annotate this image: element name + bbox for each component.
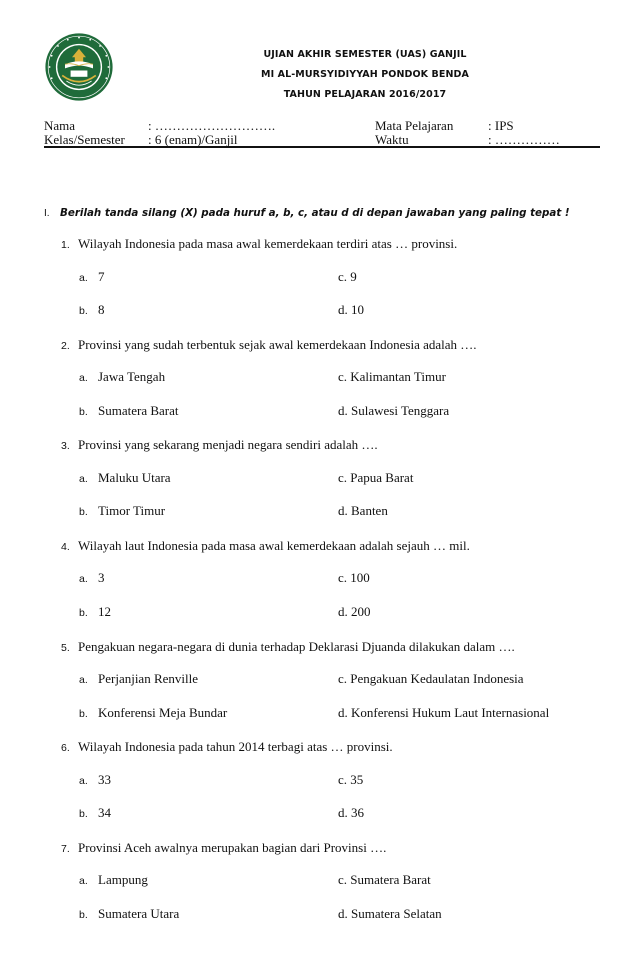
- option-text: 3: [98, 570, 105, 585]
- option-b: [79, 302, 105, 318]
- question: [61, 436, 378, 454]
- option-a: [79, 470, 171, 486]
- question-number: 4.: [61, 541, 70, 553]
- option-text: Sumatera Utara: [98, 906, 180, 921]
- option-b: [79, 403, 179, 419]
- option-a: [79, 269, 105, 285]
- question-number: 5.: [61, 642, 70, 654]
- option-a: [79, 872, 148, 888]
- option-text: Timor Timur: [98, 503, 166, 518]
- option-letter: a.: [79, 875, 88, 887]
- question-number: 3.: [61, 440, 70, 452]
- school-emblem-icon: [44, 32, 114, 102]
- option-letter: a.: [79, 573, 88, 585]
- option-c: c. 100: [338, 570, 370, 585]
- question: [61, 537, 470, 555]
- option-b: [79, 906, 179, 922]
- option-text: Lampung: [98, 872, 148, 887]
- option-text: Maluku Utara: [98, 470, 171, 485]
- option-b: [79, 604, 111, 620]
- question-text: Provinsi yang sekarang menjadi negara sendiri adalah ….: [78, 437, 378, 452]
- option-c: c. 35: [338, 772, 364, 787]
- header-divider: [44, 146, 600, 148]
- option-text: Perjanjian Renville: [98, 671, 199, 686]
- section-instruction: [44, 203, 604, 221]
- option-text: 8: [98, 302, 105, 317]
- option-d: d. Banten: [338, 503, 388, 518]
- option-letter: b.: [79, 909, 88, 921]
- question: [61, 738, 393, 756]
- time-field: : ……………: [488, 132, 560, 147]
- option-c: c. Kalimantan Timur: [338, 369, 446, 384]
- option-d: d. Sumatera Selatan: [338, 906, 442, 921]
- school-name: MI AL-MURSYIDIYYAH PONDOK BENDA: [261, 69, 469, 80]
- subject-label: Mata Pelajaran: [375, 118, 454, 133]
- option-letter: b.: [79, 406, 88, 418]
- question: [61, 235, 457, 253]
- option-letter: b.: [79, 708, 88, 720]
- instruction-text: Berilah tanda silang (X) pada huruf a, b, c, atau d di depan jawaban yang paling tepat !: [60, 207, 570, 219]
- option-a: [79, 671, 198, 687]
- option-letter: a.: [79, 674, 88, 686]
- option-letter: a.: [79, 473, 88, 485]
- question-number: 6.: [61, 742, 70, 754]
- option-text: 34: [98, 805, 111, 820]
- option-text: 7: [98, 269, 105, 284]
- option-a: [79, 772, 111, 788]
- option-letter: a.: [79, 272, 88, 284]
- option-letter: a.: [79, 372, 88, 384]
- option-c: c. Papua Barat: [338, 470, 414, 485]
- question-text: Pengakuan negara-negara di dunia terhadap Deklarasi Djuanda dilakukan dalam ….: [78, 639, 515, 654]
- name-field: : ……………………….: [148, 118, 276, 133]
- question-number: 1.: [61, 239, 70, 251]
- option-letter: b.: [79, 808, 88, 820]
- question-number: 7.: [61, 843, 70, 855]
- option-letter: b.: [79, 607, 88, 619]
- class-label: Kelas/Semester: [44, 132, 125, 147]
- option-letter: b.: [79, 506, 88, 518]
- question-text: Provinsi yang sudah terbentuk sejak awal kemerdekaan Indonesia adalah ….: [78, 337, 477, 352]
- time-label: Waktu: [375, 132, 409, 147]
- option-letter: b.: [79, 305, 88, 317]
- name-label: Nama: [44, 118, 76, 133]
- option-text: Jawa Tengah: [98, 369, 166, 384]
- option-c: c. Sumatera Barat: [338, 872, 431, 887]
- question: [61, 638, 515, 656]
- option-d: d. 10: [338, 302, 364, 317]
- option-text: Konferensi Meja Bundar: [98, 705, 228, 720]
- option-b: [79, 705, 227, 721]
- academic-year: TAHUN PELAJARAN 2016/2017: [283, 89, 447, 100]
- class-value: : 6 (enam)/Ganjil: [148, 132, 238, 147]
- option-d: d. 36: [338, 805, 364, 820]
- question-text: Wilayah laut Indonesia pada masa awal kemerdekaan adalah sejauh … mil.: [78, 538, 470, 553]
- option-text: Sumatera Barat: [98, 403, 179, 418]
- question: [61, 336, 477, 354]
- option-letter: a.: [79, 775, 88, 787]
- option-text: 33: [98, 772, 111, 787]
- option-a: [79, 369, 165, 385]
- section-number: I.: [44, 208, 50, 219]
- option-b: [79, 503, 165, 519]
- option-d: d. Sulawesi Tenggara: [338, 403, 450, 418]
- option-d: d. 200: [338, 604, 371, 619]
- option-c: c. 9: [338, 269, 357, 284]
- option-text: 12: [98, 604, 111, 619]
- subject-value: : IPS: [488, 118, 514, 133]
- question-text: Wilayah Indonesia pada tahun 2014 terbagi atas … provinsi.: [78, 739, 393, 754]
- exam-title: UJIAN AKHIR SEMESTER (UAS) GANJIL: [263, 49, 467, 60]
- option-a: [79, 570, 105, 586]
- option-d: d. Konferensi Hukum Laut Internasional: [338, 705, 550, 720]
- option-c: c. Pengakuan Kedaulatan Indonesia: [338, 671, 524, 686]
- question-number: 2.: [61, 340, 70, 352]
- option-b: [79, 805, 111, 821]
- question-text: Provinsi Aceh awalnya merupakan bagian dari Provinsi ….: [78, 840, 387, 855]
- question: [61, 839, 386, 857]
- question-text: Wilayah Indonesia pada masa awal kemerdekaan terdiri atas … provinsi.: [78, 236, 458, 251]
